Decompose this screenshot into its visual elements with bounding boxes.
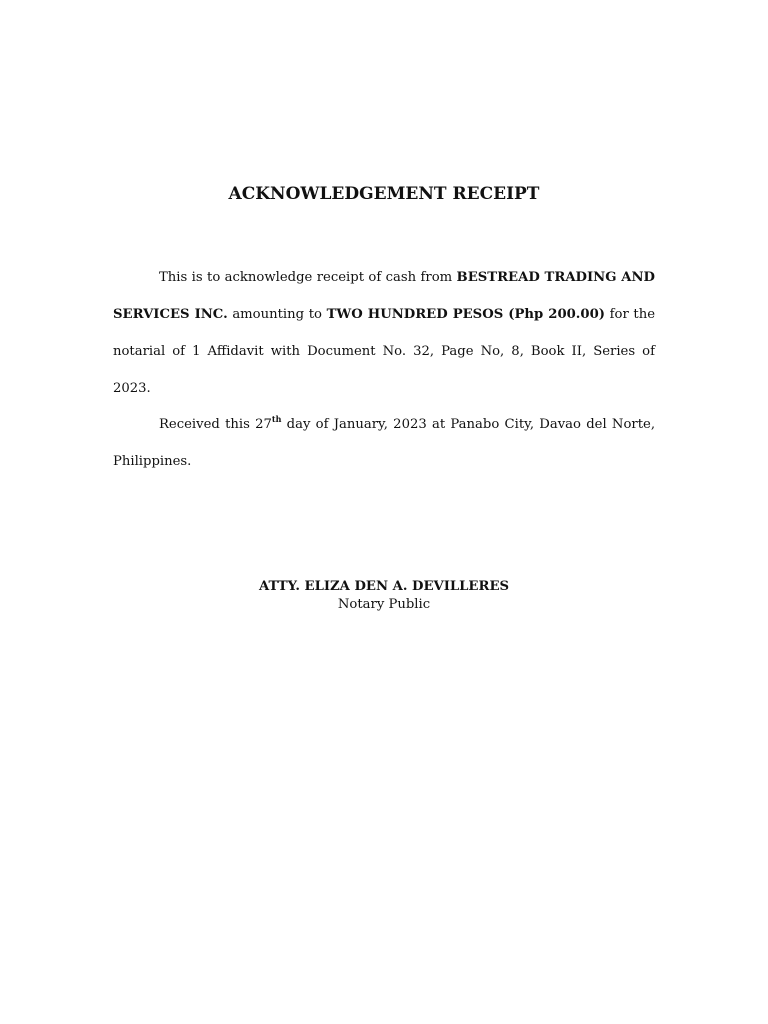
signatory-position: Notary Public <box>337 597 431 612</box>
ordinal-suffix: th <box>271 414 282 424</box>
document-title: ACKNOWLEDGEMENT RECEIPT <box>228 184 540 204</box>
signatory-name: ATTY. ELIZA DEN A. DEVILLERES <box>258 579 510 594</box>
receipt-details-text: for the notarial of 1 Affidavit with Document No. 32, Page No, 8, Book II, Series of 2023. <box>113 307 655 396</box>
received-date-paragraph <box>113 406 655 480</box>
amounting-text: amounting to <box>227 307 327 322</box>
received-place-text: day of January, 2023 at Panabo City, Davao del Norte, Philippines. <box>113 417 656 469</box>
received-date-text: Received this 27 <box>159 417 272 432</box>
receipt-intro-text: This is to acknowledge receipt of cash from <box>159 270 457 285</box>
amount-text: TWO HUNDRED PESOS (Php 200.00) <box>326 307 605 322</box>
receipt-paragraph <box>113 259 655 407</box>
payer-name: BESTREAD TRADING AND SERVICES INC. <box>113 270 655 322</box>
